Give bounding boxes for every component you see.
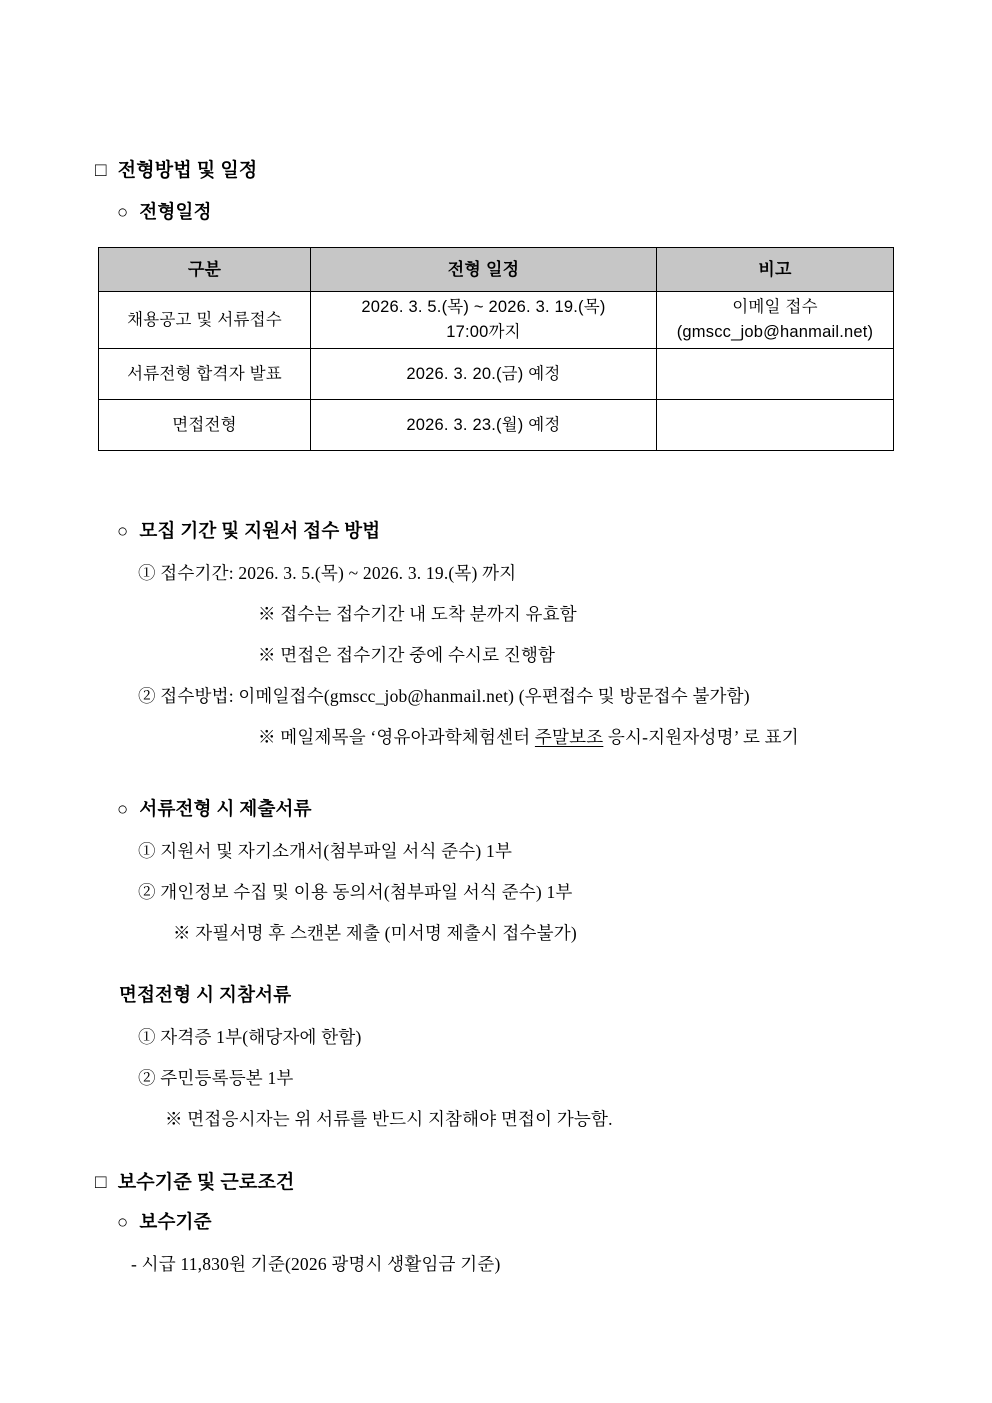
subheading-application-label: 모집 기간 및 지원서 접수 방법: [139, 522, 381, 542]
note-doc-signature: ※ 자필서명 후 스캔본 제출 (미서명 제출시 접수불가): [173, 923, 577, 943]
circle-bullet-icon: ○: [117, 522, 129, 542]
subheading-pay-standard-label: 보수기준: [139, 1213, 212, 1233]
line-doc-application: ① 지원서 및 자기소개서(첨부파일 서식 준수) 1부: [138, 841, 513, 861]
cell-category: 면접전형: [99, 400, 311, 451]
note-apply-validity: ※ 접수는 접수기간 내 도착 분까지 유효함: [258, 604, 577, 624]
section-interview-documents: [95, 983, 905, 1133]
table-header-row: [99, 248, 894, 292]
line-interview-registration: ② 주민등록등본 1부: [138, 1068, 294, 1088]
section-pay-conditions: [95, 1169, 905, 1278]
cell-schedule: 2026. 3. 20.(금) 예정: [311, 349, 657, 400]
table-header-note: 비고: [657, 248, 894, 292]
cell-category: 채용공고 및 서류접수: [99, 292, 311, 349]
circle-bullet-icon: ○: [117, 800, 129, 820]
table-row: [99, 292, 894, 349]
subheading-application-period-method: [117, 519, 905, 546]
subheading-submission-documents: [117, 797, 905, 824]
subheading-selection-schedule: [117, 200, 905, 227]
note-mail-subject: [258, 724, 905, 751]
note-mail-subject-suffix: 응시-지원자성명’ 로 표기: [603, 727, 799, 747]
section-application: [95, 519, 905, 751]
heading-pay-conditions: [95, 1169, 905, 1196]
cell-note: 이메일 접수 (gmscc_job@hanmail.net): [657, 292, 894, 349]
note-mail-subject-underlined: 주말보조: [534, 727, 604, 747]
heading-selection-method: [95, 157, 905, 184]
line-apply-method: ② 접수방법: 이메일접수(gmscc_job@hanmail.net) (우편접수 및 방문접수 불가함): [138, 686, 750, 706]
cell-note: [657, 400, 894, 451]
circle-bullet-icon: ○: [117, 1213, 129, 1233]
table-row: [99, 400, 894, 451]
circle-bullet-icon: ○: [117, 203, 129, 223]
cell-category: 서류전형 합격자 발표: [99, 349, 311, 400]
cell-schedule: 2026. 3. 23.(월) 예정: [311, 400, 657, 451]
heading-interview-documents: 면접전형 시 지참서류: [119, 986, 292, 1006]
square-bullet-icon: □: [95, 1172, 107, 1193]
table-header-category: 구분: [99, 248, 311, 292]
line-apply-period: ① 접수기간: 2026. 3. 5.(목) ~ 2026. 3. 19.(목) 까지: [138, 563, 517, 583]
table-row: [99, 349, 894, 400]
note-mail-subject-prefix: ※ 메일제목을 ‘영유아과학체험센터: [258, 727, 535, 747]
document-content: [95, 157, 905, 1278]
note-interview-anytime: ※ 면접은 접수기간 중에 수시로 진행함: [258, 645, 556, 665]
subheading-submission-label: 서류전형 시 제출서류: [139, 800, 312, 820]
square-bullet-icon: □: [95, 160, 107, 181]
line-pay-wage: - 시급 11,830원 기준(2026 광명시 생활임금 기준): [131, 1254, 501, 1274]
table-header-schedule: 전형 일정: [311, 248, 657, 292]
heading-pay-conditions-label: 보수기준 및 근로조건: [117, 1172, 295, 1193]
section-submission-documents: [95, 797, 905, 947]
line-interview-certificate: ① 자격증 1부(해당자에 한함): [138, 1027, 362, 1047]
note-interview-required: ※ 면접응시자는 위 서류를 반드시 지참해야 면접이 가능함.: [165, 1109, 613, 1129]
line-doc-privacy: ② 개인정보 수집 및 이용 동의서(첨부파일 서식 준수) 1부: [138, 882, 573, 902]
subheading-pay-standard: [117, 1210, 905, 1237]
cell-schedule: 2026. 3. 5.(목) ~ 2026. 3. 19.(목) 17:00까지: [311, 292, 657, 349]
heading-selection-method-label: 전형방법 및 일정: [117, 160, 258, 181]
cell-note: [657, 349, 894, 400]
selection-schedule-table: [98, 247, 894, 451]
subheading-selection-schedule-label: 전형일정: [139, 203, 212, 223]
